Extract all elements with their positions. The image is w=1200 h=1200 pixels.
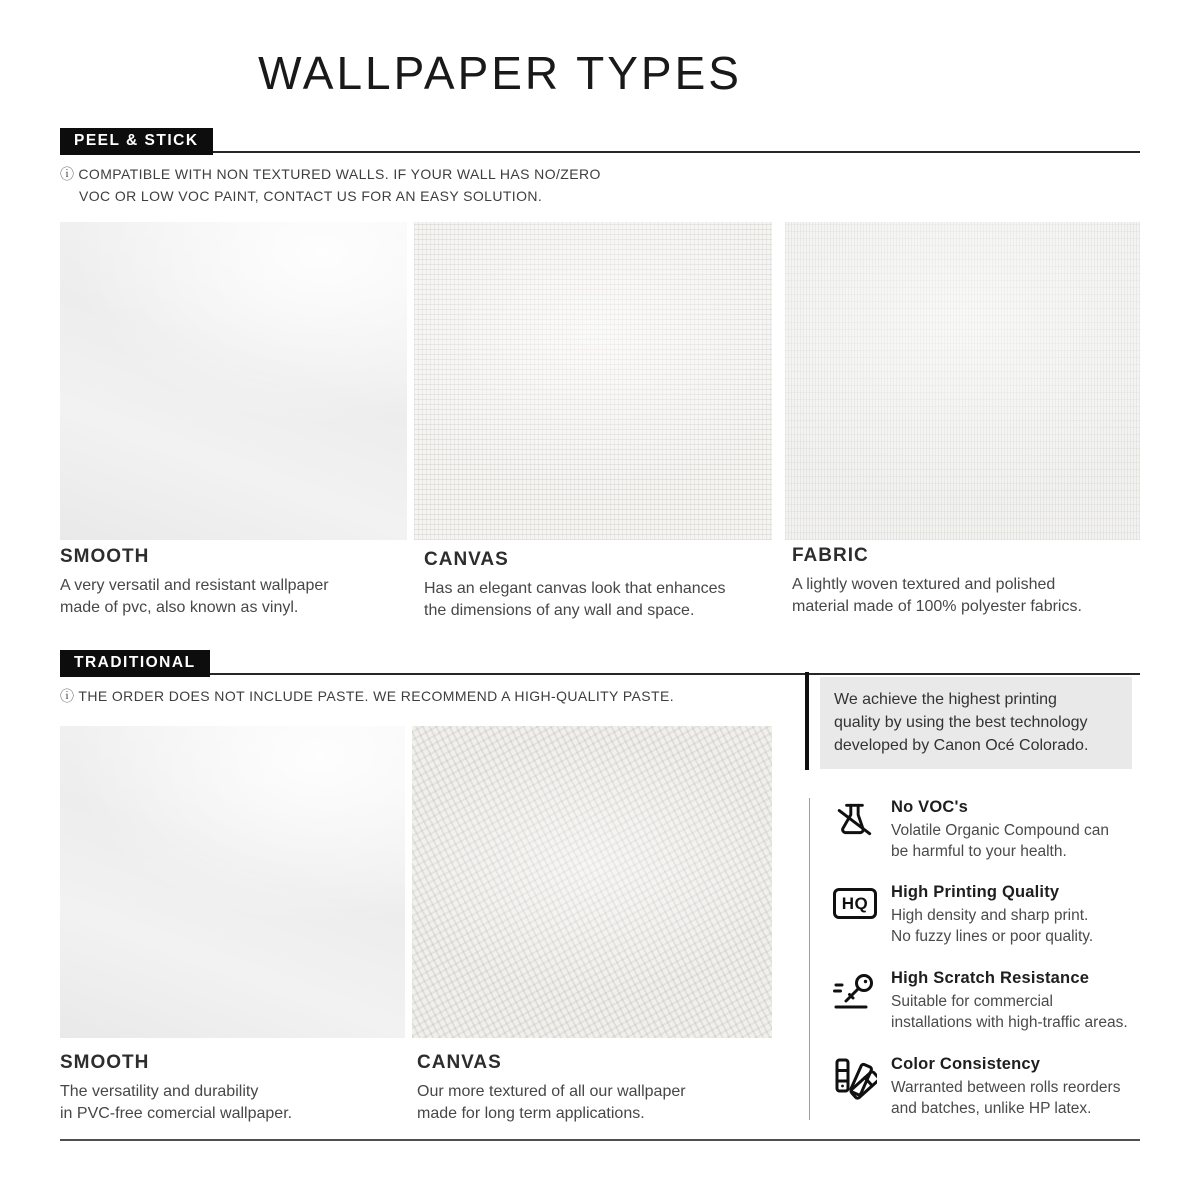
swatch-description-line: made for long term applications. (417, 1105, 645, 1122)
feature-high-printing-quality (810, 883, 1142, 947)
no-voc-flask-icon (833, 799, 881, 845)
feature-text (891, 1055, 1142, 1119)
swatch-title: CANVAS (417, 1052, 502, 1073)
caption-canvas-peel-stick (424, 549, 779, 622)
swatch-description-line: A lightly woven textured and polished (792, 576, 1056, 593)
swatch-image-fabric-peel-stick (785, 222, 1140, 540)
feature-description (891, 991, 1142, 1033)
swatch-image-smooth-traditional (60, 726, 405, 1038)
section-rule-peel-and-stick (60, 151, 1140, 153)
note-text-1: COMPATIBLE WITH NON TEXTURED WALLS. IF YOUR WALL HAS NO/ZERO (78, 166, 601, 182)
quality-statement-line: developed by Canon Océ Colorado. (834, 737, 1089, 754)
feature-description (891, 1077, 1142, 1119)
swatch-image-smooth-peel-stick (60, 222, 407, 540)
section-label-peel-and-stick: PEEL & STICK (60, 128, 213, 155)
quality-accent-bar (805, 672, 809, 770)
feature-title: No VOC's (891, 798, 969, 816)
features-panel (809, 798, 1142, 1120)
feature-description-line: Warranted between rolls reorders (891, 1079, 1121, 1096)
feature-description-line: installations with high-traffic areas. (891, 1014, 1128, 1031)
hq-badge-text: HQ (841, 893, 869, 913)
swatch-description-line: A very versatil and resistant wallpaper (60, 577, 329, 594)
caption-canvas-traditional (417, 1052, 777, 1125)
swatch-description-line: the dimensions of any wall and space. (424, 602, 695, 619)
note-text-2: VOC OR LOW VOC PAINT, CONTACT US FOR AN EASY SOLUTION. (79, 188, 543, 204)
feature-description-line: Suitable for commercial (891, 993, 1053, 1010)
caption-fabric-peel-stick (792, 545, 1142, 618)
bottom-rule (60, 1139, 1140, 1141)
info-icon: ⓘ (60, 166, 75, 182)
traditional-note (60, 685, 674, 707)
swatch-description (424, 578, 779, 622)
quality-statement-line: We achieve the highest printing (834, 691, 1057, 708)
peel-and-stick-note (60, 163, 601, 207)
swatch-description-line: Our more textured of all our wallpaper (417, 1083, 686, 1100)
page-title: WALLPAPER TYPES (258, 47, 742, 99)
feature-text (891, 883, 1142, 947)
section-label-traditional: TRADITIONAL (60, 650, 210, 677)
swatch-image-canvas-traditional (412, 726, 772, 1038)
quality-statement-line: quality by using the best technology (834, 714, 1088, 731)
feature-description-line: High density and sharp print. (891, 907, 1089, 924)
feature-color-consistency (810, 1055, 1142, 1119)
swatch-description (60, 1081, 405, 1125)
feature-text (891, 798, 1142, 862)
swatch-description-line: made of pvc, also known as vinyl. (60, 599, 299, 616)
swatch-title: FABRIC (792, 545, 869, 566)
swatch-description (417, 1081, 777, 1125)
swatch-description-line: in PVC-free comercial wallpaper. (60, 1105, 293, 1122)
feature-no-voc (810, 798, 1142, 862)
feature-description-line: and batches, unlike HP latex. (891, 1100, 1092, 1117)
hq-badge-icon (833, 888, 877, 919)
swatch-description (792, 574, 1142, 618)
swatch-title: CANVAS (424, 549, 509, 570)
swatch-title: SMOOTH (60, 1052, 150, 1073)
feature-title: High Scratch Resistance (891, 969, 1090, 987)
swatch-description (60, 575, 410, 619)
info-icon: ⓘ (60, 688, 75, 704)
feature-title: High Printing Quality (891, 883, 1060, 901)
feature-title: Color Consistency (891, 1055, 1041, 1073)
section-rule-traditional (60, 673, 1140, 675)
swatch-description-line: material made of 100% polyester fabrics. (792, 598, 1082, 615)
feature-high-scratch-resistance (810, 969, 1142, 1033)
note-line-1 (60, 166, 601, 182)
caption-smooth-peel-stick (60, 546, 410, 619)
swatch-description-line: The versatility and durability (60, 1083, 259, 1100)
note-line-1 (60, 688, 674, 704)
quality-statement-box (820, 677, 1132, 769)
feature-description-line: be harmful to your health. (891, 843, 1067, 860)
swatch-description-line: Has an elegant canvas look that enhances (424, 580, 726, 597)
color-swatch-fan-icon (833, 1056, 881, 1102)
feature-description-line: Volatile Organic Compound can (891, 822, 1109, 839)
note-text-1: THE ORDER DOES NOT INCLUDE PASTE. WE RECOMMEND A HIGH-QUALITY PASTE. (78, 688, 674, 704)
swatch-title: SMOOTH (60, 546, 150, 567)
feature-description-line: No fuzzy lines or poor quality. (891, 928, 1094, 945)
feature-description (891, 905, 1142, 947)
swatch-image-canvas-peel-stick (414, 222, 772, 540)
feature-text (891, 969, 1142, 1033)
caption-smooth-traditional (60, 1052, 405, 1125)
key-scratch-icon (833, 970, 881, 1016)
feature-description (891, 820, 1142, 862)
